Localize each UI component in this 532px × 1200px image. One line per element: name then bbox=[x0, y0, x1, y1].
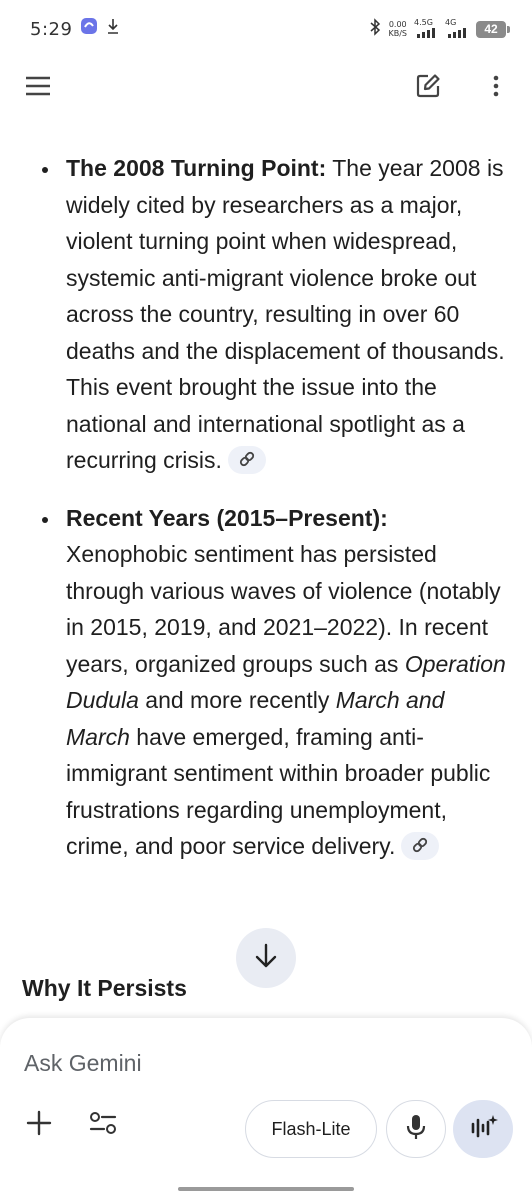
section-heading: Why It Persists bbox=[22, 975, 187, 1001]
signal-4g bbox=[445, 20, 469, 38]
more-options-button[interactable] bbox=[476, 68, 516, 108]
battery-level: 42 bbox=[484, 22, 498, 36]
home-indicator[interactable] bbox=[178, 1187, 354, 1191]
tune-icon bbox=[89, 1110, 117, 1141]
plus-icon bbox=[26, 1110, 52, 1141]
model-selector-button[interactable] bbox=[245, 1100, 377, 1158]
status-bar bbox=[0, 0, 532, 58]
add-attachment-button[interactable] bbox=[20, 1106, 58, 1144]
list-item bbox=[0, 150, 532, 479]
bullet-title: Recent Years (2015–Present): bbox=[66, 504, 388, 531]
download-icon bbox=[106, 17, 120, 41]
menu-button[interactable] bbox=[18, 68, 58, 108]
network-speed-value: 0.00 bbox=[388, 20, 407, 29]
edit-icon bbox=[415, 73, 441, 104]
bullet-text: have emerged, framing anti-immigrant sentiment within broader public frustrations regarding unemployment, crime, and poor service delivery. bbox=[66, 723, 491, 859]
source-link-chip[interactable] bbox=[401, 832, 439, 860]
battery-icon bbox=[476, 21, 506, 38]
live-audio-sparkle-icon bbox=[468, 1113, 498, 1146]
bullet-text: Xenophobic sentiment has persisted through various waves of violence (notably in 2015, 2019, and 2021–2022). In recent years, organized groups such as bbox=[66, 541, 501, 677]
network-speed-unit: KB/S bbox=[388, 29, 407, 38]
prompt-composer bbox=[0, 1018, 532, 1200]
link-icon bbox=[411, 828, 429, 865]
bullet-title: The 2008 Turning Point: bbox=[66, 155, 327, 181]
status-right bbox=[369, 18, 506, 41]
bullet-text: The year 2008 is widely cited by researchers as a major, violent turning point when widespread, systemic anti-migrant violence broke out across the country, resulting in over 60 deaths and the displacement of thousands. This event brought the issue into the national and international spotlight as a recurring crisis. bbox=[66, 155, 505, 473]
gemini-live-button[interactable] bbox=[453, 1100, 513, 1158]
arrow-down-icon bbox=[254, 943, 278, 974]
signal-4g-label: 4G bbox=[445, 18, 457, 27]
new-chat-button[interactable] bbox=[408, 68, 448, 108]
bullet-text: and more recently bbox=[138, 687, 336, 713]
scroll-to-bottom-button[interactable] bbox=[236, 928, 296, 988]
microphone-button[interactable] bbox=[386, 1100, 446, 1158]
app-bar-actions bbox=[408, 68, 516, 108]
model-label: Flash-Lite bbox=[271, 1118, 351, 1139]
network-speed bbox=[388, 20, 407, 38]
status-left bbox=[30, 17, 120, 41]
response-content bbox=[0, 150, 532, 865]
more-vert-icon bbox=[493, 75, 499, 102]
status-time: 5:29 bbox=[30, 18, 73, 40]
signal-4-5g bbox=[414, 20, 438, 38]
source-link-chip[interactable] bbox=[228, 446, 266, 474]
signal-4-5g-label: 4.5G bbox=[414, 18, 433, 27]
bullet-italic-term: Operation Dudula bbox=[66, 650, 506, 713]
list-item bbox=[0, 500, 532, 865]
link-icon bbox=[238, 442, 256, 479]
menu-icon bbox=[25, 76, 51, 101]
top-app-bar bbox=[0, 58, 532, 118]
tools-button[interactable] bbox=[84, 1106, 122, 1144]
microphone-icon bbox=[406, 1113, 426, 1146]
composer-toolbar bbox=[0, 1100, 532, 1160]
signal-bars-icon bbox=[448, 28, 466, 38]
bluetooth-icon bbox=[369, 18, 381, 41]
bullet-italic-term: March and March bbox=[66, 687, 445, 750]
prompt-input[interactable] bbox=[24, 1046, 504, 1080]
app-notification-icon bbox=[80, 17, 98, 41]
signal-bars-icon bbox=[417, 28, 435, 38]
